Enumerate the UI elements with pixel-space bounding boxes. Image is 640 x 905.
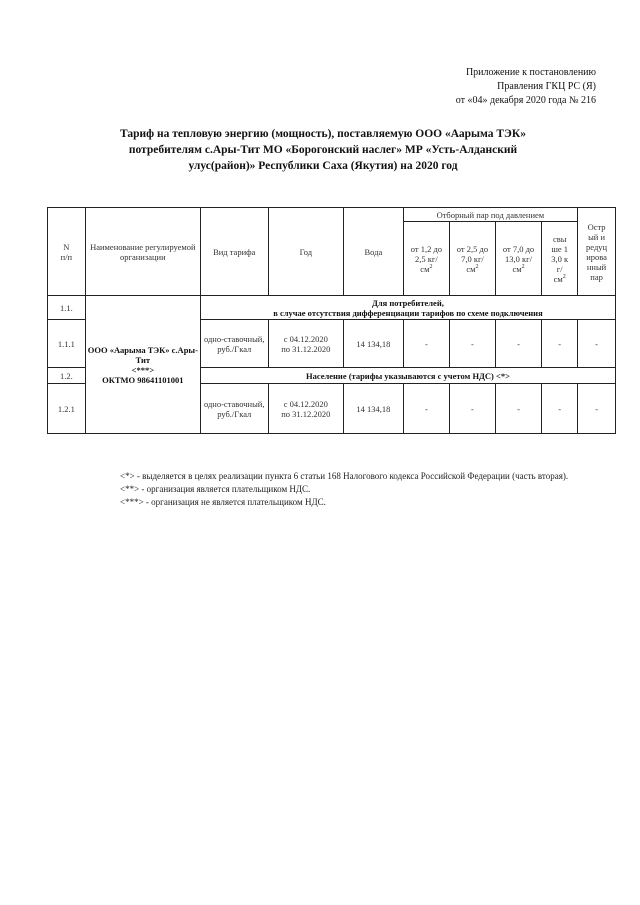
tariff-type-cell: одно-ставочный, руб./Гкал <box>200 384 268 434</box>
pressure-3-value: - <box>495 320 542 368</box>
footnotes <box>76 470 602 509</box>
document-title <box>100 126 546 174</box>
pressure-4-value: - <box>542 384 578 434</box>
col-header-org: Наименование регулируемой организации <box>85 208 200 296</box>
col-header-sharp-steam: Острый и редуцированный пар <box>578 208 616 296</box>
section-title: Население (тарифы указываются с учетом НДС) <*> <box>200 368 615 384</box>
col-header-year: Год <box>268 208 344 296</box>
col-header-tariff-type: Вид тарифа <box>200 208 268 296</box>
col-header-pressure-1: от 1,2 до 2,5 кг/ $см^2$ <box>403 222 450 296</box>
period-cell: с 04.12.2020 по 31.12.2020 <box>268 320 344 368</box>
pressure-4-value: - <box>542 320 578 368</box>
col-header-pressure-4: свыше 13,0 кг/ $см^2$ <box>542 222 578 296</box>
sharp-steam-value: - <box>578 320 616 368</box>
col-header-water: Вода <box>344 208 404 296</box>
col-header-steam-group: Отборный пар под давлением <box>403 208 578 222</box>
pressure-2-value: - <box>450 384 496 434</box>
sharp-steam-value: - <box>578 384 616 434</box>
org-mark: <***> <box>131 364 155 375</box>
pressure-2-value: - <box>450 320 496 368</box>
row-num: 1.2.1 <box>48 384 86 434</box>
footnote-3: <***> - организация не является плательщиком НДС. <box>120 497 326 507</box>
footnote-1: <*> - выделяется в целях реализации пункта 6 статьи 168 Налогового кодекса Российской Федерации (часть вторая). <box>120 471 569 481</box>
tariff-type-cell: одно-ставочный, руб./Гкал <box>200 320 268 368</box>
period-cell: с 04.12.2020 по 31.12.2020 <box>268 384 344 434</box>
tariff-table <box>47 207 616 434</box>
row-num: 1.2. <box>48 368 86 384</box>
title-line-1: Тариф на тепловую энергию (мощность), поставляемую ООО «Аарыма ТЭК» <box>120 128 526 140</box>
pressure-3-value: - <box>495 384 542 434</box>
table-header-row-1 <box>48 208 616 222</box>
document-header <box>456 66 596 108</box>
pressure-1-value: - <box>403 320 450 368</box>
table-row-section-1 <box>48 296 616 320</box>
col-header-pressure-3: от 7,0 до 13,0 кг/ $см^2$ <box>495 222 542 296</box>
row-num: 1.1.1 <box>48 320 86 368</box>
title-line-2: потребителям с.Ары-Тит МО «Борогонский наслег» МР «Усть-Алданский <box>128 144 518 156</box>
header-line-2: Правления ГКЦ РС (Я) <box>497 81 596 92</box>
col-header-num: N п/п <box>48 208 86 296</box>
footnote-2: <**> - организация является плательщиком НДС. <box>120 484 311 494</box>
title-line-3: улус(район)» Республики Саха (Якутия) на 2020 год <box>188 160 458 172</box>
water-value: 14 134,18 <box>344 320 404 368</box>
org-oktmo: ОКТМО 98641101001 <box>102 374 184 385</box>
row-num: 1.1. <box>48 296 86 320</box>
col-header-pressure-2: от 2,5 до 7,0 кг/ $см^2$ <box>450 222 496 296</box>
header-line-3: от «04» декабря 2020 года № 216 <box>455 95 596 106</box>
org-cell <box>85 296 200 434</box>
pressure-1-value: - <box>403 384 450 434</box>
header-line-1: Приложение к постановлению <box>465 67 596 78</box>
water-value: 14 134,18 <box>344 384 404 434</box>
section-title: Для потребителей, в случае отсутствия дифференциации тарифов по схеме подключения <box>200 296 615 320</box>
org-name: ООО «Аарыма ТЭК» с.Ары-Тит <box>87 344 198 365</box>
